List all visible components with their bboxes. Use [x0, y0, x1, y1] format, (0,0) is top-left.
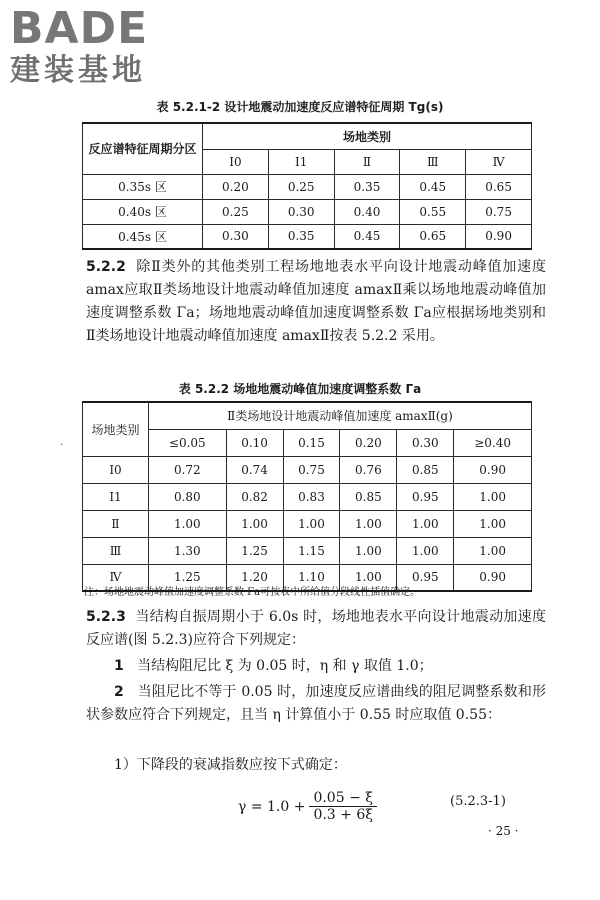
table2-group-header: Ⅱ类场地设计地震动峰值加速度 amaxⅡ(g) [149, 402, 532, 429]
table-cell: 1.20 [226, 564, 283, 591]
table-cell: 0.72 [149, 456, 227, 483]
table-cell: 1.00 [149, 510, 227, 537]
formula-fraction [309, 790, 377, 823]
page-number: · 25 · [488, 824, 519, 838]
subitem-1: 1）下降段的衰减指数应按下式确定： [114, 757, 347, 773]
table-row [83, 174, 532, 199]
table1 [82, 122, 532, 250]
formula-lhs: γ = 1.0 + [238, 798, 306, 815]
table-cell: 1.00 [340, 564, 397, 591]
table2-caption: 表 5.2.2 场地地震动峰值加速度调整系数 Γa [178, 382, 422, 396]
table-cell: 0.95 [397, 564, 454, 591]
table-cell: 0.75 [466, 199, 532, 224]
clause-number: 5.2.2 [86, 259, 126, 275]
table-cell: 0.83 [283, 483, 340, 510]
table-cell: 0.45 [400, 174, 466, 199]
clause-5-2-2 [86, 256, 546, 348]
logo-chinese: 建装基地 [10, 53, 146, 88]
table-cell: 0.80 [149, 483, 227, 510]
row-label: 0.40s 区 [83, 199, 203, 224]
table-row [83, 537, 532, 564]
table1-column-header: Ⅱ [334, 149, 400, 174]
row-label: 0.35s 区 [83, 174, 203, 199]
row-label: Ⅱ [83, 510, 149, 537]
table-cell: 1.00 [283, 510, 340, 537]
table1-column-header: I1 [268, 149, 334, 174]
table-cell: 1.25 [149, 564, 227, 591]
table-row [83, 510, 532, 537]
table-cell: 1.00 [340, 537, 397, 564]
table-cell: 0.74 [226, 456, 283, 483]
row-label: Ⅳ [83, 564, 149, 591]
logo-wordmark: BADE [10, 3, 149, 54]
table2-row-header: 场地类别 [83, 402, 149, 456]
table-cell: 0.40 [334, 199, 400, 224]
item-text: 当结构阻尼比 ξ 为 0.05 时，η 和 γ 取值 1.0； [137, 658, 433, 674]
table-cell: 1.00 [454, 537, 532, 564]
row-label: Ⅲ [83, 537, 149, 564]
table-cell: 0.65 [466, 174, 532, 199]
formula-numerator: 0.05 − ξ [309, 790, 377, 807]
table-row [83, 224, 532, 249]
table-cell: 0.82 [226, 483, 283, 510]
item-2 [86, 681, 546, 727]
table1-group-header: 场地类别 [203, 123, 532, 149]
row-label: I1 [83, 483, 149, 510]
table-cell: 0.25 [203, 199, 269, 224]
table2 [82, 401, 532, 592]
item-text: 当阻尼比不等于 0.05 时，加速度反应谱曲线的阻尼调整系数和形状参数应符合下列规定，且当 η 计算值小于 0.55 时应取值 0.55： [86, 684, 546, 723]
table2-column-header: 0.15 [283, 429, 340, 456]
item-number: 1 [114, 658, 124, 674]
table-cell: 0.45 [334, 224, 400, 249]
clause-text: 当结构自振周期小于 6.0s 时，场地地表水平向设计地震动加速度反应谱(图 5.2.3)应符合下列规定： [86, 609, 546, 648]
logo [10, 3, 190, 88]
table-cell: 1.00 [226, 510, 283, 537]
table-cell: 1.00 [454, 483, 532, 510]
table-cell: 0.90 [466, 224, 532, 249]
formula-denominator: 0.3 + 6ξ [313, 807, 373, 823]
clause-text: 除Ⅱ类外的其他类别工程场地地表水平向设计地震动峰值加速度 amax应取Ⅱ类场地设计地震动峰值加速度 amaxⅡ乘以场地地震动峰值加速度调整系数 Γa；场地地震动峰值加速度调整系数 Γa应根据场地类别和Ⅱ类场地设计地震动峰值加速度 amaxⅡ按表 5.2.2 采用。 [86, 259, 547, 344]
table2-column-header: ≥0.40 [454, 429, 532, 456]
table2-column-header: ≤0.05 [149, 429, 227, 456]
table-cell: 0.65 [400, 224, 466, 249]
table-cell: 1.25 [226, 537, 283, 564]
table-cell: 0.75 [283, 456, 340, 483]
stray-mark: · [60, 440, 64, 451]
table2-note: 注：场地地震动峰值加速度调整系数 Γa可按表中所给值分段线性插值确定。 [84, 587, 421, 598]
item-number: 2 [114, 684, 124, 700]
table1-column-header: Ⅳ [466, 149, 532, 174]
table-cell: 0.85 [397, 456, 454, 483]
row-label: I0 [83, 456, 149, 483]
table-cell: 1.00 [397, 537, 454, 564]
table-cell: 1.00 [340, 510, 397, 537]
table-cell: 0.85 [340, 483, 397, 510]
table2-column-header: 0.30 [397, 429, 454, 456]
table-cell: 0.55 [400, 199, 466, 224]
table-cell: 1.10 [283, 564, 340, 591]
table-cell: 0.35 [268, 224, 334, 249]
table-cell: 0.90 [454, 456, 532, 483]
table-cell: 0.76 [340, 456, 397, 483]
table-cell: 0.30 [268, 199, 334, 224]
clause-5-2-3 [86, 606, 546, 652]
clause-number: 5.2.3 [86, 609, 126, 625]
table1-caption: 表 5.2.1-2 设计地震动加速度反应谱特征周期 Tg(s) [156, 100, 444, 114]
formula-5-2-3-1 [238, 790, 377, 823]
table-cell: 0.90 [454, 564, 532, 591]
item-1 [86, 655, 546, 678]
table-cell: 1.30 [149, 537, 227, 564]
table-row [83, 199, 532, 224]
table-cell: 1.15 [283, 537, 340, 564]
table2-column-header: 0.10 [226, 429, 283, 456]
table-cell: 1.00 [454, 510, 532, 537]
table1-column-header: I0 [203, 149, 269, 174]
table-cell: 0.20 [203, 174, 269, 199]
table2-column-header: 0.20 [340, 429, 397, 456]
formula-number: (5.2.3-1) [450, 794, 506, 809]
row-label: 0.45s 区 [83, 224, 203, 249]
table-row [83, 456, 532, 483]
table-row [83, 483, 532, 510]
table-cell: 0.25 [268, 174, 334, 199]
table-cell: 0.95 [397, 483, 454, 510]
table1-row-header: 反应谱特征周期分区 [83, 123, 203, 174]
table1-column-header: Ⅲ [400, 149, 466, 174]
table-cell: 0.35 [334, 174, 400, 199]
table-cell: 0.30 [203, 224, 269, 249]
table-cell: 1.00 [397, 510, 454, 537]
